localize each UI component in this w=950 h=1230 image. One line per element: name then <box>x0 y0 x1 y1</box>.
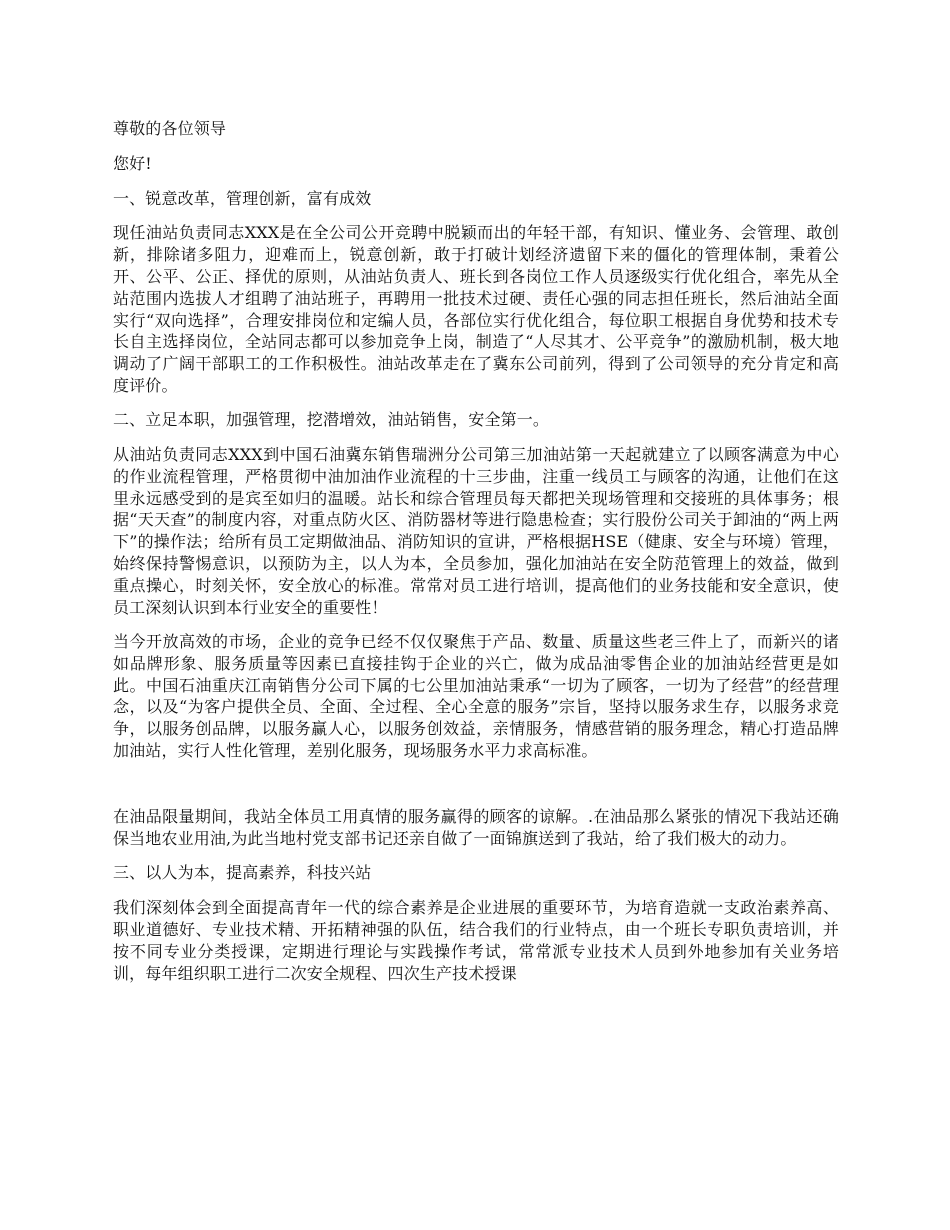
section-3-paragraph: 我们深刻体会到全面提高青年一代的综合素养是企业进展的重要环节，为培育造就一支政治素养高、职业道德好、专业技术精、开拓精神强的队伍，结合我们的行业特点，由一个班长专职负责培训，并按不同专业分类授课，定期进行理论与实践操作考试，常常派专业技术人员到外地参加有关业务培训，每年组织职工进行二次安全规程、四次生产技术授课 <box>113 898 839 983</box>
section-2-paragraph-2: 当今开放高效的市场，企业的竞争已经不仅仅聚焦于产品、数量、质量这些老三件上了，而新兴的诸如品牌形象、服务质量等因素已直接挂钩于企业的兴亡，做为成品油零售企业的加油站经营更是如此。中国石油重庆江南销售分公司下属的七公里加油站秉承“一切为了顾客，一切为了经营”的经营理念，以及“为客户提供全员、全面、全过程、全心全意的服务”宗旨，坚持以服务求生存，以服务求竞争，以服务创品牌，以服务赢人心，以服务创效益，亲情服务，情感营销的服务理念，精心打造品牌加油站，实行人性化管理，差别化服务，现场服务水平力求高标准。 <box>113 631 839 760</box>
blank-gap <box>113 774 839 806</box>
section-1-paragraph: 现任油站负责同志XXX是在全公司公开竞聘中脱颖而出的年轻干部，有知识、懂业务、会管理、敢创新，排除诸多阻力，迎难而上，锐意创新，敢于打破计划经济遗留下来的僵化的管理体制，秉着公开、公平、公正、择优的原则，从油站负责人、班长到各岗位工作人员逐级实行优化组合，率先从全站范围内选拔人才组聘了油站班子，再聘用一批技术过硬、责任心强的同志担任班长，然后油站全面实行“双向选择”，合理安排岗位和定编人员，各部位实行优化组合，每位职工根据自身优势和技术专长自主选择岗位，全站同志都可以参加竞争上岗，制造了“人尽其才、公平竞争”的激励机制，极大地调动了广阔干部职工的工作积极性。油站改革走在了冀东公司前列，得到了公司领导的充分肯定和高度评价。 <box>113 223 839 395</box>
section-1-title: 一、锐意改革，管理创新，富有成效 <box>113 188 372 208</box>
section-2-paragraph-3: 在油品限量期间，我站全体员工用真情的服务赢得的顾客的谅解。.在油品那么紧张的情况下我站还确保当地农业用油,为此当地村党支部书记还亲自做了一面锦旗送到了我站，给了我们极大的动力。 <box>113 807 839 849</box>
salutation: 尊敬的各位领导 <box>113 119 227 138</box>
document-body <box>113 118 839 997</box>
section-2-paragraph-1: 从油站负责同志XXX到中国石油冀东销售瑞洲分公司第三加油站第一天起就建立了以顾客满意为中心的作业流程管理，严格贯彻中油加油作业流程的十三步曲，注重一线员工与顾客的沟通，让他们在这里永远感受到的是宾至如归的温暖。站长和综合管理员每天都把关现场管理和交接班的具体事务；根据“天天查”的制度内容，对重点防火区、消防器材等进行隐患检查；实行股份公司关于卸油的“两上两下”的操作法；给所有员工定期做油品、消防知识的宣讲，严格根据HSE（健康、安全与环境）管理，始终保持警惕意识，以预防为主，以人为本，全员参加，强化加油站在安全防范管理上的效益，做到重点操心，时刻关怀，安全放心的标准。常常对员工进行培训，提高他们的业务技能和安全意识，使员工深刻认识到本行业安全的重要性！ <box>113 445 839 617</box>
greeting: 您好! <box>113 153 152 173</box>
section-3-title: 三、以人为本，提高素养，科技兴站 <box>113 863 372 883</box>
section-2-title: 二、立足本职，加强管理，挖潜增效，油站销售，安全第一。 <box>113 410 550 430</box>
